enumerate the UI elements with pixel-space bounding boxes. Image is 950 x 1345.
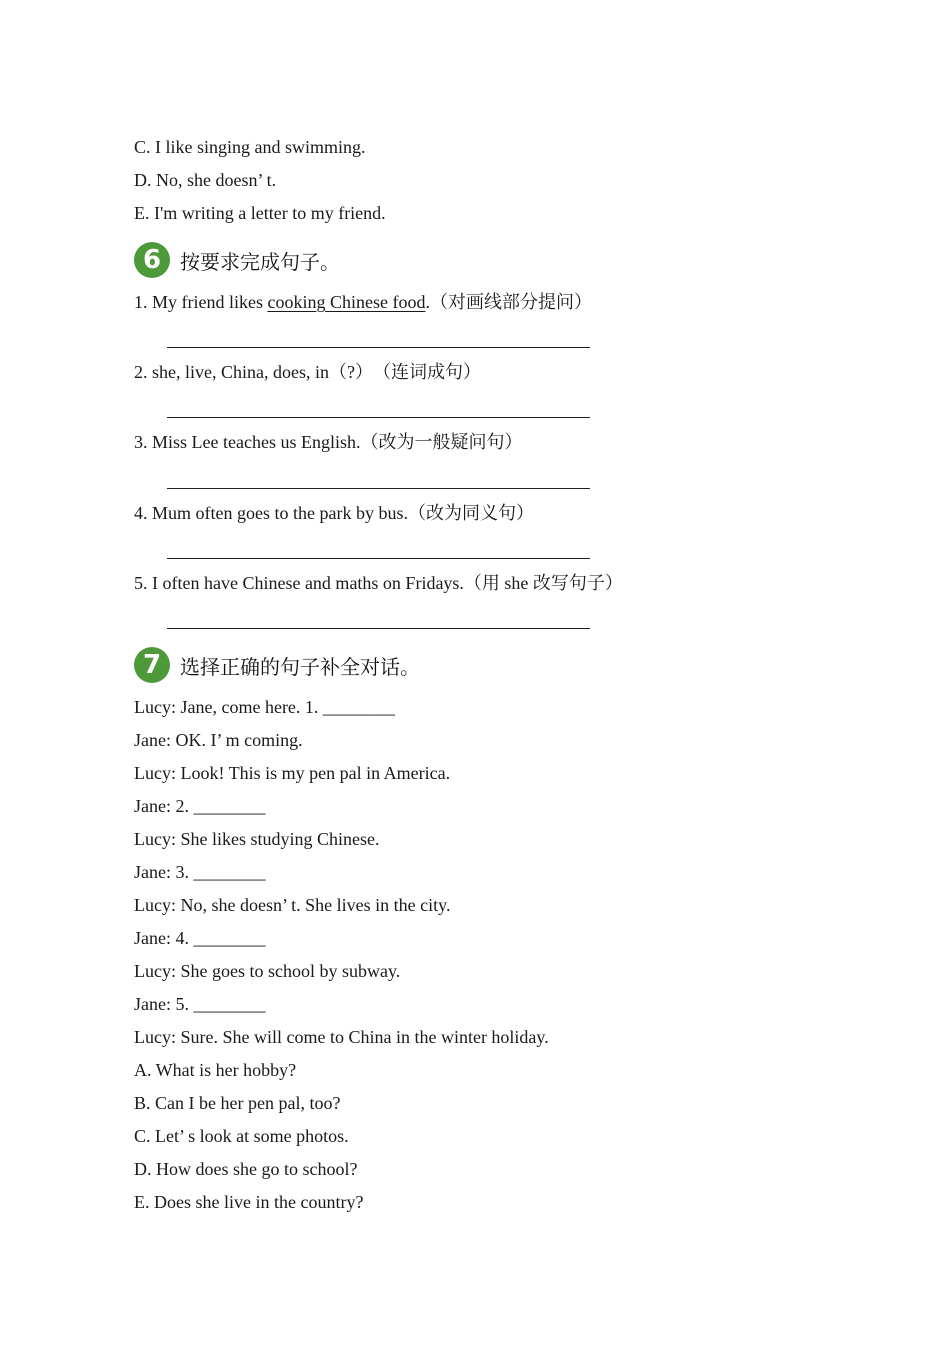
section-7-title: 选择正确的句子补全对话。 — [180, 654, 420, 679]
prev-option-c: C. I like singing and swimming. — [134, 137, 366, 157]
question-1-prefix: 1. My friend likes — [134, 292, 268, 312]
option-a: A. What is her hobby? — [134, 1060, 297, 1080]
dialogue-line: Jane: 2. ________ — [134, 796, 266, 816]
question-1-suffix: .（对画线部分提问） — [425, 292, 592, 312]
question-4: 4. Mum often goes to the park by bus.（改为同义句） — [134, 503, 534, 523]
dialogue-line: Jane: 5. ________ — [134, 994, 266, 1014]
option-b: B. Can I be her pen pal, too? — [134, 1093, 341, 1113]
dialogue-line: Jane: 4. ________ — [134, 928, 266, 948]
option-d: D. How does she go to school? — [134, 1159, 358, 1179]
dialogue-line: Lucy: Sure. She will come to China in the winter holiday. — [134, 1027, 549, 1047]
dialogue-line: Lucy: She likes studying Chinese. — [134, 829, 380, 849]
question-5: 5. I often have Chinese and maths on Fridays.（用 she 改写句子） — [134, 573, 623, 593]
option-e: E. Does she live in the country? — [134, 1192, 364, 1212]
dialogue-line: Lucy: She goes to school by subway. — [134, 961, 401, 981]
section-6-number-badge: 6 — [134, 242, 170, 278]
answer-line-3[interactable] — [167, 488, 590, 489]
dialogue-line: Lucy: No, she doesn’ t. She lives in the city. — [134, 895, 451, 915]
question-2: 2. she, live, China, does, in（?） （连词成句） — [134, 362, 481, 382]
answer-line-2[interactable] — [167, 417, 590, 418]
prev-option-d: D. No, she doesn’ t. — [134, 170, 277, 190]
section-7-heading — [134, 647, 420, 683]
dialogue-line: Jane: 3. ________ — [134, 862, 266, 882]
question-1-underlined: cooking Chinese food — [267, 292, 426, 312]
answer-line-1[interactable] — [167, 347, 590, 348]
answer-line-4[interactable] — [167, 558, 590, 559]
dialogue-line: Jane: OK. I’ m coming. — [134, 730, 303, 750]
section-6-title: 按要求完成句子。 — [180, 249, 340, 274]
dialogue-line: Lucy: Jane, come here. 1. ________ — [134, 697, 395, 717]
section-6-heading — [134, 242, 340, 278]
question-1 — [134, 291, 592, 313]
answer-line-5[interactable] — [167, 628, 590, 629]
question-3: 3. Miss Lee teaches us English.（改为一般疑问句） — [134, 432, 523, 452]
dialogue-line: Lucy: Look! This is my pen pal in America. — [134, 763, 451, 783]
option-c: C. Let’ s look at some photos. — [134, 1126, 349, 1146]
section-7-number-badge: 7 — [134, 647, 170, 683]
prev-option-e: E. I'm writing a letter to my friend. — [134, 203, 386, 223]
